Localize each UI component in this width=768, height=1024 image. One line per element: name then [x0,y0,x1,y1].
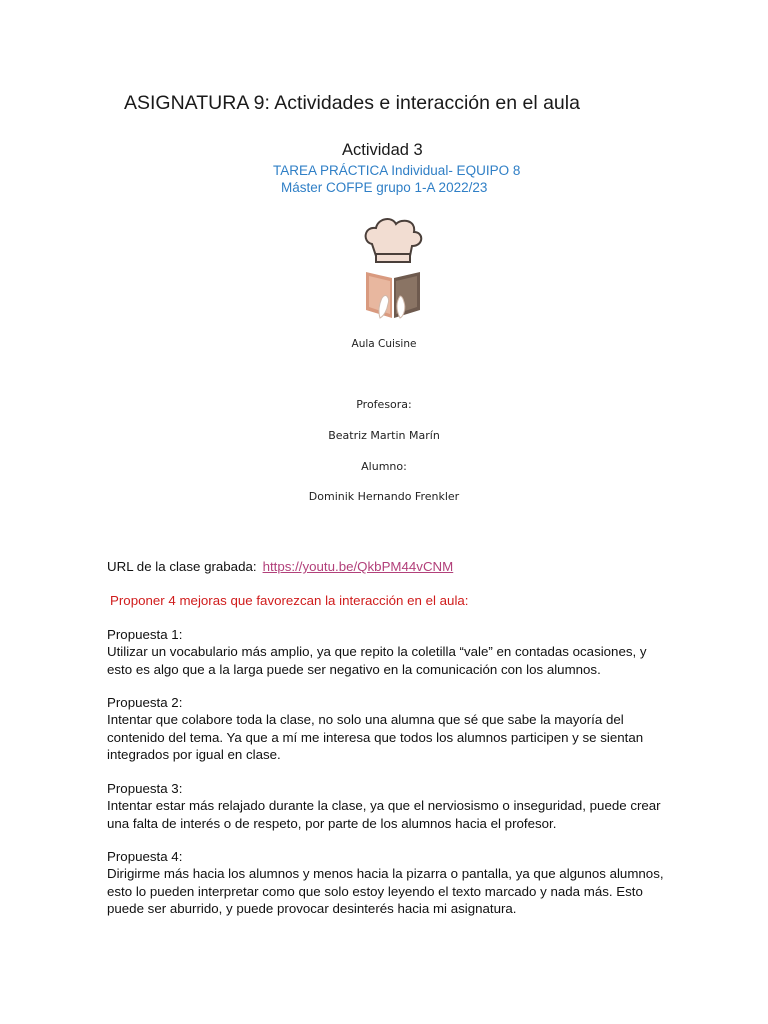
video-link[interactable]: https://youtu.be/QkbPM44vCNM [262,559,454,574]
proposal-title: Propuesta 2: [107,695,183,710]
proposal-text: Dirigirme más hacia los alumnos y menos hacia la pizarra o pantalla, ya que algunos alumnos, esto lo pueden interpretar como que solo estoy leyendo el texto marcado y nada más. Esto puede ser aburrido, y puede provocar desinterés hacia mi asignatura. [107,866,664,916]
prompt-heading: Proponer 4 mejoras que favorezcan la interacción en el aula: [110,593,469,608]
proposal-text: Utilizar un vocabulario más amplio, ya que repito la coletilla “vale” en contadas ocasiones, y esto es algo que a la larga puede ser negativo en la comunicación con los alumnos. [107,644,647,677]
proposal-title: Propuesta 3: [107,781,183,796]
proposal-text: Intentar que colabore toda la clase, no solo una alumna que sé que sabe la mayoría del contenido del tema. Ya que a mí me interesa que todos los alumnos participen y se sientan integrados por igual en clase. [107,712,644,762]
proposal-title: Propuesta 4: [107,849,183,864]
proposal-block [107,694,667,763]
proposal-text: Intentar estar más relajado durante la clase, ya que el nerviosismo o inseguridad, puede crear una falta de interés o de respeto, por parte de los alumnos hacia el profesor. [107,798,661,831]
master-line: Máster COFPE grupo 1-A 2022/23 [281,180,488,195]
url-line [107,558,453,575]
activity-subtitle: Actividad 3 [342,141,423,159]
page-title: ASIGNATURA 9: Actividades e interacción en el aula [124,92,580,114]
task-line: TAREA PRÁCTICA Individual- EQUIPO 8 [273,163,521,178]
teacher-label: Profesora: [356,398,412,411]
logo-caption: Aula Cuisine [351,338,417,350]
student-name: Dominik Hernando Frenkler [308,490,460,503]
logo [360,218,426,326]
chef-hat-book-icon [360,218,426,326]
proposal-title: Propuesta 1: [107,627,183,642]
url-label: URL de la clase grabada: [107,559,257,574]
teacher-name: Beatriz Martin Marín [328,429,440,442]
proposal-block [107,780,667,832]
proposal-block [107,848,667,917]
proposal-block [107,626,667,678]
student-label: Alumno: [361,460,407,473]
